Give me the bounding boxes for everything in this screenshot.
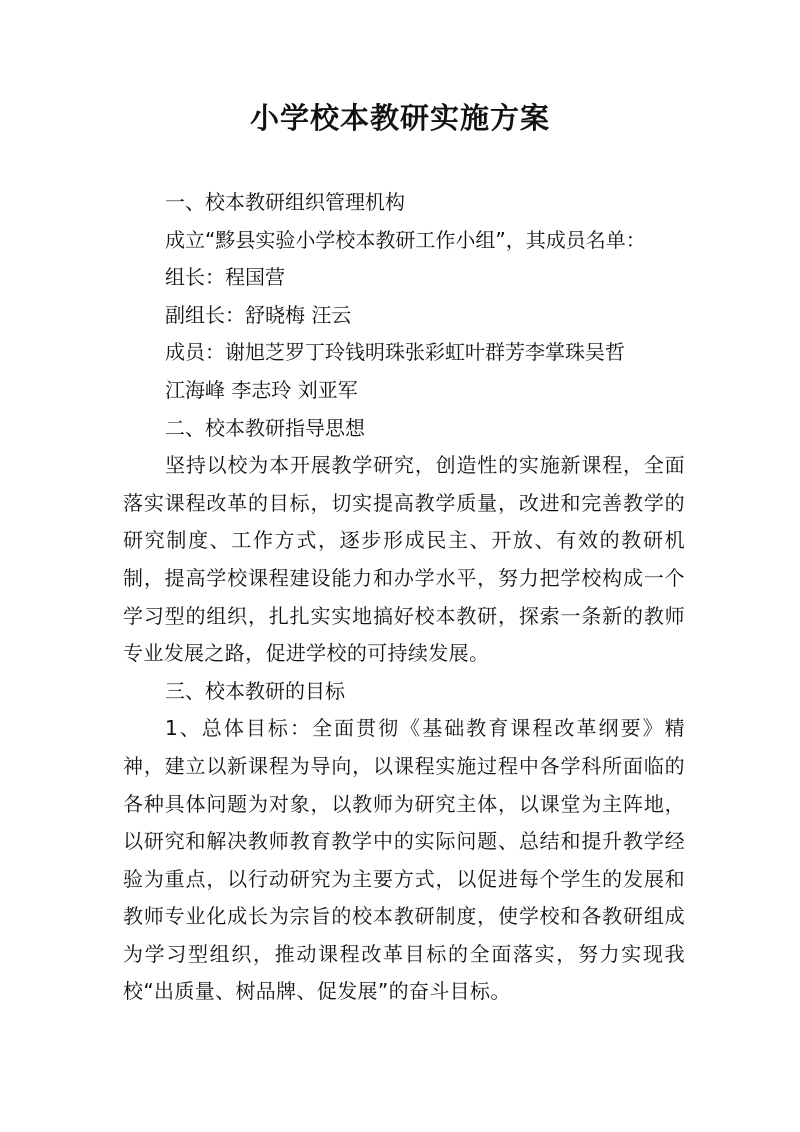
leader-line: 组长：程国营	[165, 265, 285, 290]
document-title: 小学校本教研实施方案	[249, 101, 550, 135]
section3-paragraph: 1、总体目标：全面贯彻《基础教育课程改革纲要》精神，建立以新课程为导向，以课程实施过程中各学科所面临的各种具体问题为对象，以教师为研究主体，以课堂为主阵地，以研究和解决教师教育教学中的实际问题、总结和提升教学经验为重点，以行动研究为主要方式，以促进每个学生的发展和教师专业化成长为宗旨的校本教研制度，使学校和各教研组成为学习型组织，推动课程改革目标的全面落实，努力实现我校“出质量、树品牌、促发展”的奋斗目标。	[123, 716, 685, 1004]
section1-intro-line: 成立“黟县实验小学校本教研工作小组”，其成员名单：	[165, 227, 646, 252]
section2-paragraph: 坚持以校为本开展教学研究，创造性的实施新课程，全面落实课程改革的目标，切实提高教学质量，改进和完善教学的研究制度、工作方式，逐步形成民主、开放、有效的教研机制，提高学校课程建设能力和办学水平，努力把学校构成一个学习型的组织，扎扎实实地搞好校本教研，探索一条新的教师专业发展之路，促进学校的可持续发展。	[123, 453, 685, 666]
section2-heading: 二、校本教研指导思想	[165, 415, 365, 440]
section3-heading: 三、校本教研的目标	[165, 678, 345, 703]
section1-heading: 一、校本教研组织管理机构	[165, 190, 405, 214]
members-line-2: 江海峰 李志玲 刘亚军	[165, 377, 358, 402]
vice-leader-line: 副组长：舒晓梅 汪云	[165, 302, 352, 327]
members-line-1: 成员：谢旭芝罗丁玲钱明珠张彩虹叶群芳李掌珠吴哲	[165, 340, 625, 365]
document-body	[123, 184, 685, 1011]
